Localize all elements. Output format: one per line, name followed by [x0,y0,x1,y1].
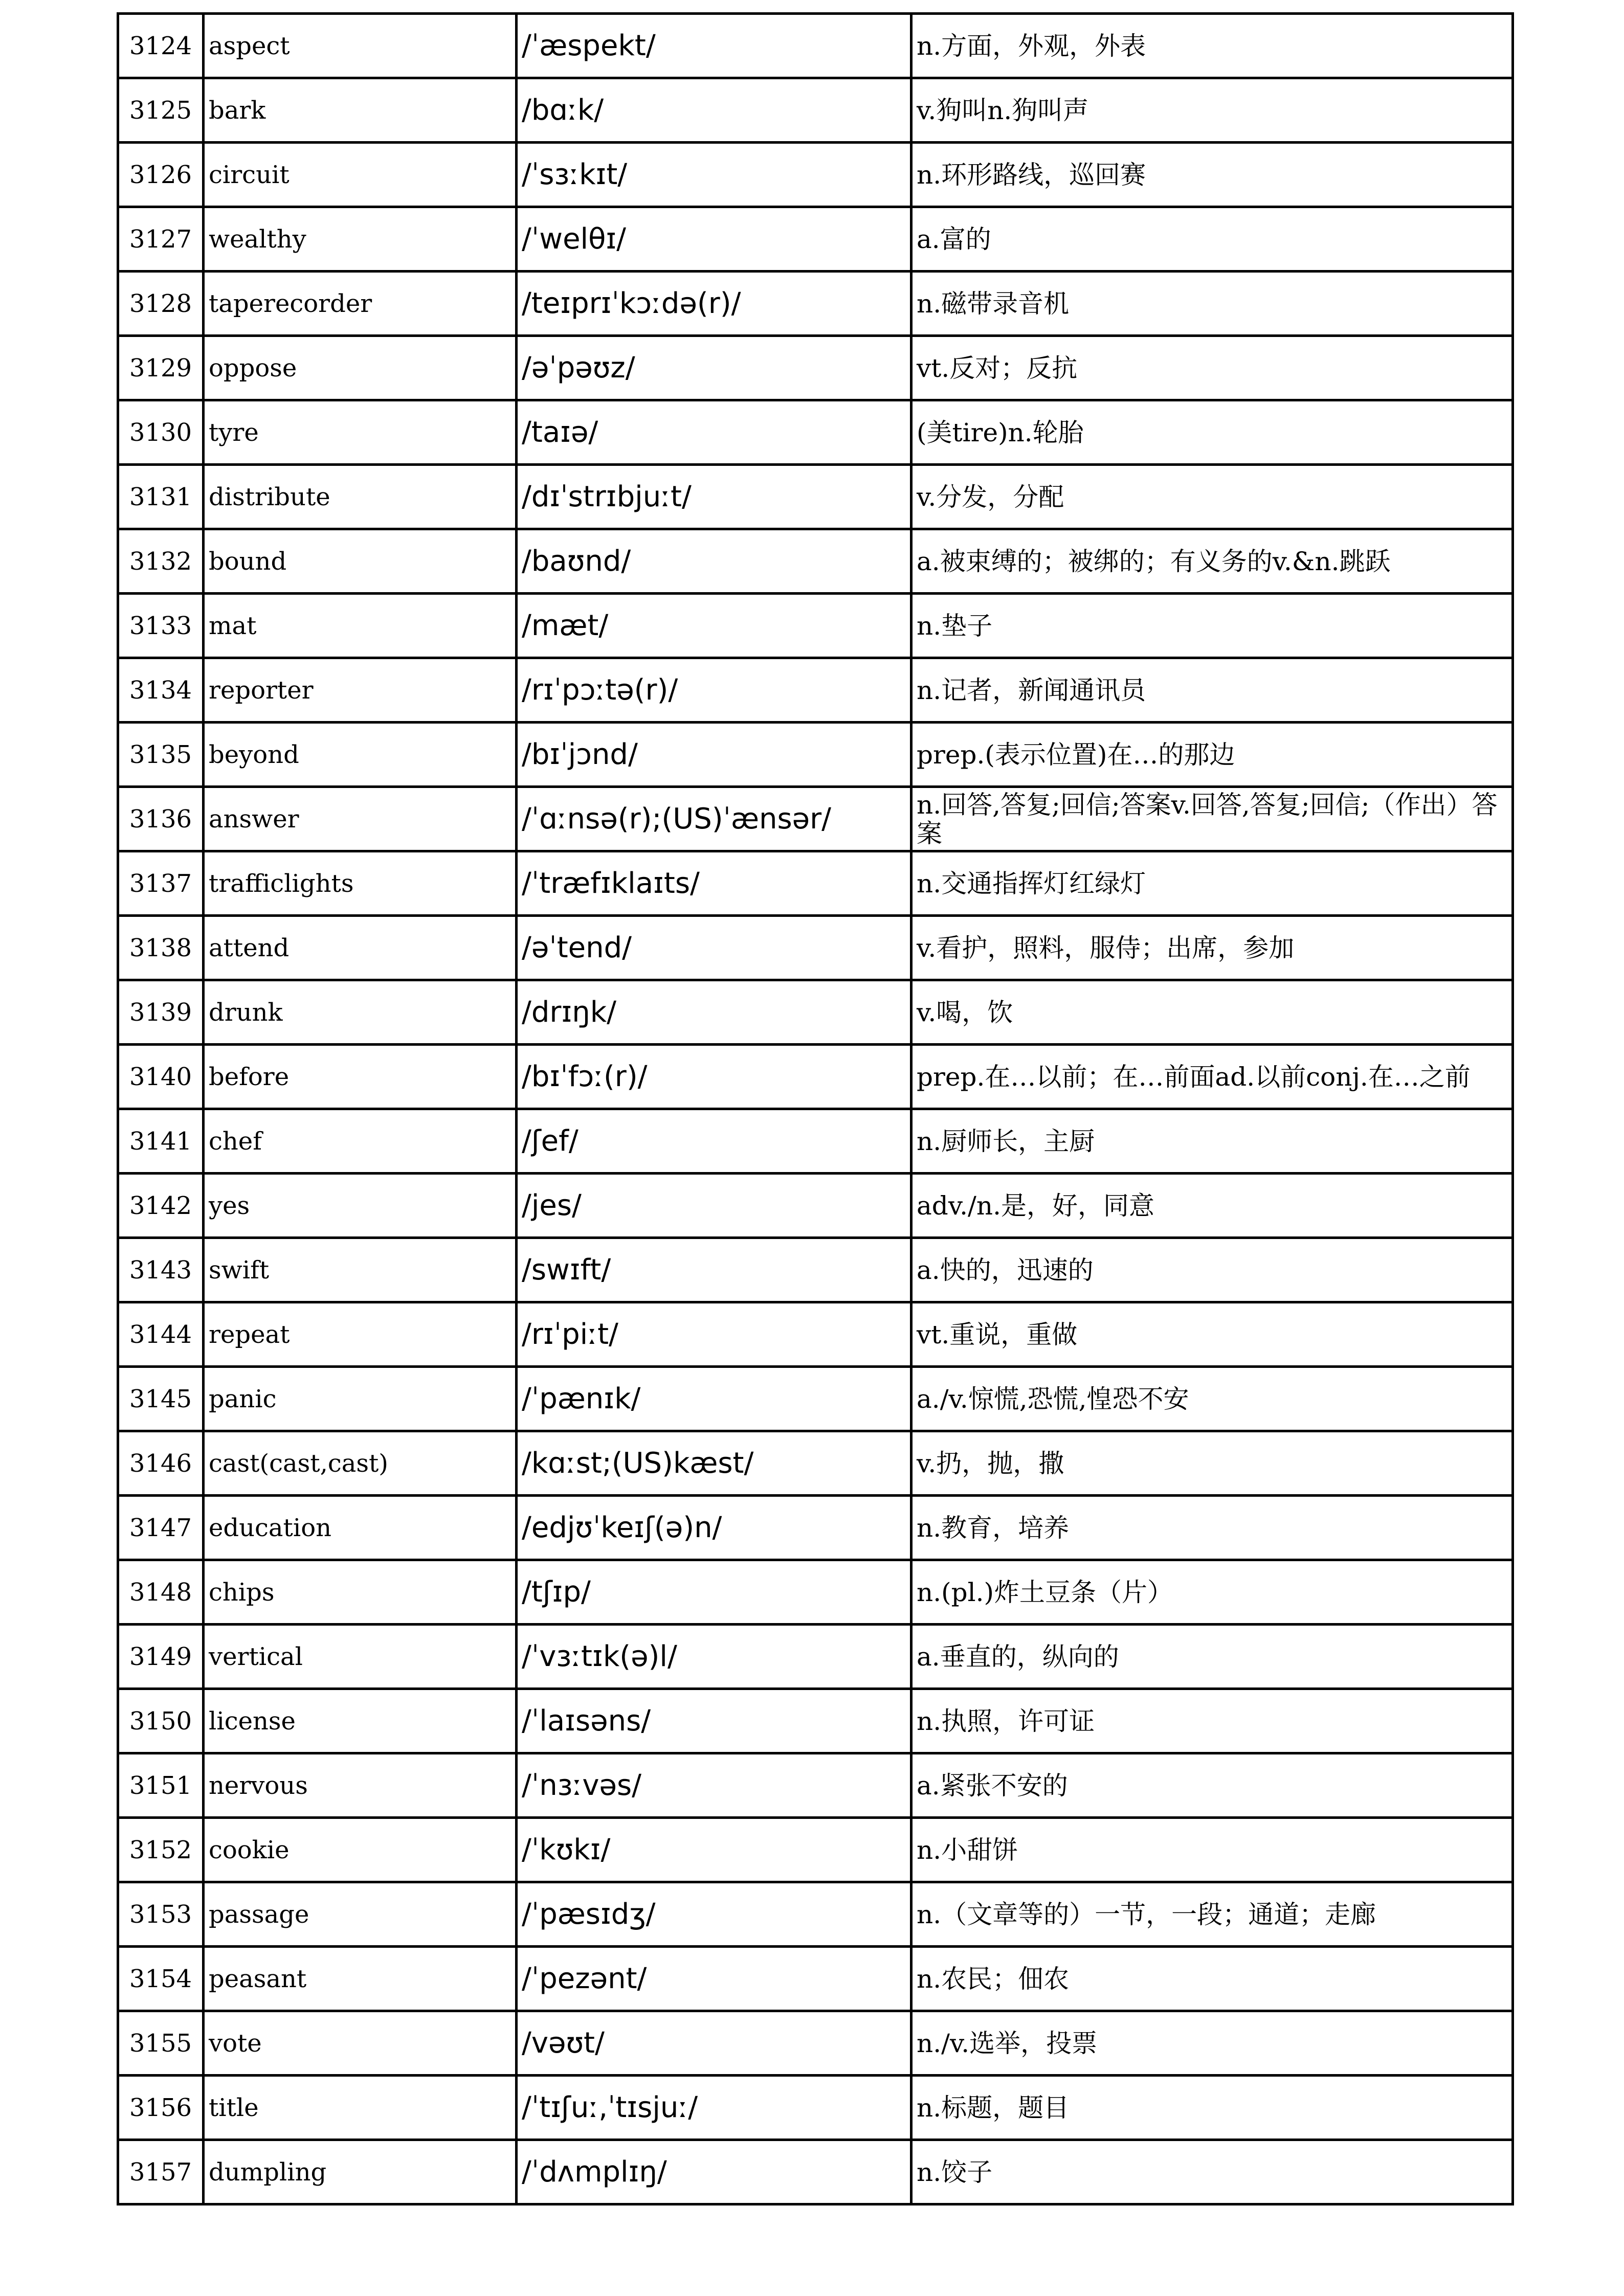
entry-phonetic: /ˈnɜːvəs/ [517,1753,911,1818]
entry-number: 3151 [118,1753,204,1818]
entry-definition: a./v.惊慌,恐慌,惶恐不安 [911,1367,1513,1431]
entry-number: 3127 [118,207,204,272]
entry-definition: vt.反对；反抗 [911,336,1513,400]
entry-number: 3133 [118,594,204,658]
entry-definition: n.厨师长，主厨 [911,1109,1513,1174]
entry-phonetic: /ˈvɜːtɪk(ə)l/ [517,1625,911,1689]
entry-word: trafficlights [204,851,517,916]
entry-word: nervous [204,1753,517,1818]
table-row [118,400,1513,465]
entry-word: drunk [204,980,517,1045]
entry-definition: n.垫子 [911,594,1513,658]
entry-number: 3135 [118,723,204,787]
entry-phonetic: /ˈkʊkɪ/ [517,1818,911,1882]
entry-number: 3134 [118,658,204,723]
entry-number: 3124 [118,14,204,78]
table-row [118,1882,1513,1947]
entry-definition: n.农民；佃农 [911,1947,1513,2011]
entry-word: passage [204,1882,517,1947]
entry-definition: prep.在…以前；在…前面ad.以前conj.在…之前 [911,1045,1513,1109]
entry-word: wealthy [204,207,517,272]
entry-number: 3138 [118,916,204,980]
entry-phonetic: /jes/ [517,1174,911,1238]
entry-definition: adv./n.是，好，同意 [911,1174,1513,1238]
entry-definition: (美tire)n.轮胎 [911,400,1513,465]
table-row [118,1302,1513,1367]
entry-phonetic: /əˈtend/ [517,916,911,980]
entry-word: mat [204,594,517,658]
entry-definition: a.紧张不安的 [911,1753,1513,1818]
entry-number: 3145 [118,1367,204,1431]
table-row [118,14,1513,78]
table-row [118,2076,1513,2140]
table-row [118,78,1513,143]
entry-phonetic: /ˈdʌmplɪŋ/ [517,2140,911,2204]
entry-word: bound [204,529,517,594]
entry-phonetic: /ˈtræfɪklaɪts/ [517,851,911,916]
entry-phonetic: /rɪˈpiːt/ [517,1302,911,1367]
table-row [118,207,1513,272]
entry-number: 3130 [118,400,204,465]
entry-definition: n.方面，外观，外表 [911,14,1513,78]
entry-word: dumpling [204,2140,517,2204]
entry-phonetic: /edjʊˈkeɪʃ(ə)n/ [517,1496,911,1560]
entry-word: vertical [204,1625,517,1689]
entry-phonetic: /drɪŋk/ [517,980,911,1045]
table-row [118,658,1513,723]
entry-phonetic: /mæt/ [517,594,911,658]
entry-definition: n.磁带录音机 [911,272,1513,336]
entry-word: answer [204,787,517,851]
entry-word: oppose [204,336,517,400]
entry-word: repeat [204,1302,517,1367]
entry-number: 3139 [118,980,204,1045]
entry-phonetic: /bɑːk/ [517,78,911,143]
entry-definition: a.富的 [911,207,1513,272]
entry-word: chips [204,1560,517,1625]
table-row [118,2011,1513,2076]
entry-number: 3148 [118,1560,204,1625]
entry-number: 3136 [118,787,204,851]
table-row [118,529,1513,594]
entry-phonetic: /dɪˈstrɪbjuːt/ [517,465,911,529]
entry-phonetic: /vəʊt/ [517,2011,911,2076]
entry-word: circuit [204,143,517,207]
entry-word: aspect [204,14,517,78]
entry-number: 3157 [118,2140,204,2204]
table-row [118,336,1513,400]
table-row [118,1689,1513,1753]
entry-definition: n.教育，培养 [911,1496,1513,1560]
table-row [118,1560,1513,1625]
table-row [118,1367,1513,1431]
entry-phonetic: /ˈpezənt/ [517,1947,911,2011]
entry-word: vote [204,2011,517,2076]
entry-number: 3125 [118,78,204,143]
table-row [118,787,1513,851]
entry-definition: n.标题，题目 [911,2076,1513,2140]
entry-word: education [204,1496,517,1560]
entry-number: 3129 [118,336,204,400]
entry-number: 3147 [118,1496,204,1560]
entry-phonetic: /ˈwelθɪ/ [517,207,911,272]
vocabulary-table [117,12,1514,2205]
entry-number: 3137 [118,851,204,916]
entry-number: 3141 [118,1109,204,1174]
entry-phonetic: /baʊnd/ [517,529,911,594]
entry-definition: v.喝，饮 [911,980,1513,1045]
entry-number: 3131 [118,465,204,529]
entry-word: peasant [204,1947,517,2011]
entry-phonetic: /bɪˈfɔː(r)/ [517,1045,911,1109]
entry-phonetic: /taɪə/ [517,400,911,465]
table-row [118,1109,1513,1174]
entry-word: distribute [204,465,517,529]
table-row [118,1947,1513,2011]
entry-definition: n.（文章等的）一节，一段；通道；走廊 [911,1882,1513,1947]
table-row [118,1174,1513,1238]
table-row [118,594,1513,658]
entry-phonetic: /əˈpəʊz/ [517,336,911,400]
entry-definition: n.饺子 [911,2140,1513,2204]
entry-word: panic [204,1367,517,1431]
entry-number: 3146 [118,1431,204,1496]
entry-number: 3132 [118,529,204,594]
entry-definition: v.狗叫n.狗叫声 [911,78,1513,143]
entry-number: 3143 [118,1238,204,1302]
entry-definition: n.交通指挥灯红绿灯 [911,851,1513,916]
entry-word: reporter [204,658,517,723]
entry-phonetic: /ˈpænɪk/ [517,1367,911,1431]
table-row [118,916,1513,980]
entry-word: attend [204,916,517,980]
entry-number: 3144 [118,1302,204,1367]
entry-phonetic: /rɪˈpɔːtə(r)/ [517,658,911,723]
entry-definition: n.(pl.)炸土豆条（片） [911,1560,1513,1625]
entry-word: yes [204,1174,517,1238]
entry-definition: n./v.选举，投票 [911,2011,1513,2076]
entry-definition: v.分发，分配 [911,465,1513,529]
entry-phonetic: /ˈɑːnsə(r);(US)ˈænsər/ [517,787,911,851]
table-row [118,272,1513,336]
entry-definition: a.垂直的，纵向的 [911,1625,1513,1689]
vocabulary-table-body [118,14,1513,2204]
entry-number: 3153 [118,1882,204,1947]
entry-number: 3149 [118,1625,204,1689]
entry-definition: a.快的，迅速的 [911,1238,1513,1302]
entry-phonetic: /tʃɪp/ [517,1560,911,1625]
entry-word: cast(cast,cast) [204,1431,517,1496]
table-row [118,1753,1513,1818]
entry-phonetic: /ʃef/ [517,1109,911,1174]
entry-phonetic: /swɪft/ [517,1238,911,1302]
entry-phonetic: /ˈlaɪsəns/ [517,1689,911,1753]
entry-number: 3140 [118,1045,204,1109]
entry-word: swift [204,1238,517,1302]
entry-number: 3128 [118,272,204,336]
entry-phonetic: /ˈæspekt/ [517,14,911,78]
entry-number: 3156 [118,2076,204,2140]
table-row [118,1496,1513,1560]
entry-definition: vt.重说，重做 [911,1302,1513,1367]
entry-number: 3152 [118,1818,204,1882]
entry-number: 3150 [118,1689,204,1753]
entry-word: taperecorder [204,272,517,336]
table-row [118,1431,1513,1496]
table-row [118,465,1513,529]
table-row [118,1238,1513,1302]
entry-number: 3126 [118,143,204,207]
table-row [118,2140,1513,2204]
entry-phonetic: /bɪˈjɔnd/ [517,723,911,787]
table-row [118,1818,1513,1882]
entry-phonetic: /ˈpæsɪdʒ/ [517,1882,911,1947]
entry-word: chef [204,1109,517,1174]
entry-word: title [204,2076,517,2140]
table-row [118,851,1513,916]
entry-word: license [204,1689,517,1753]
table-row [118,1045,1513,1109]
entry-number: 3155 [118,2011,204,2076]
entry-phonetic: /ˈsɜːkɪt/ [517,143,911,207]
entry-word: before [204,1045,517,1109]
entry-word: tyre [204,400,517,465]
table-row [118,723,1513,787]
entry-definition: n.小甜饼 [911,1818,1513,1882]
entry-definition: n.环形路线，巡回赛 [911,143,1513,207]
entry-word: bark [204,78,517,143]
entry-definition: prep.(表示位置)在…的那边 [911,723,1513,787]
entry-definition: n.回答,答复;回信;答案v.回答,答复;回信;（作出）答案 [911,787,1513,851]
table-row [118,143,1513,207]
entry-definition: v.扔，抛，撒 [911,1431,1513,1496]
entry-phonetic: /kɑːst;(US)kæst/ [517,1431,911,1496]
entry-word: cookie [204,1818,517,1882]
entry-number: 3154 [118,1947,204,2011]
entry-number: 3142 [118,1174,204,1238]
entry-definition: a.被束缚的；被绑的；有义务的v.&n.跳跃 [911,529,1513,594]
table-row [118,1625,1513,1689]
entry-definition: v.看护，照料，服侍；出席，参加 [911,916,1513,980]
entry-phonetic: /ˈtɪʃuː,ˈtɪsjuː/ [517,2076,911,2140]
table-row [118,980,1513,1045]
entry-definition: n.执照，许可证 [911,1689,1513,1753]
entry-phonetic: /teɪprɪˈkɔːdə(r)/ [517,272,911,336]
entry-word: beyond [204,723,517,787]
entry-definition: n.记者，新闻通讯员 [911,658,1513,723]
